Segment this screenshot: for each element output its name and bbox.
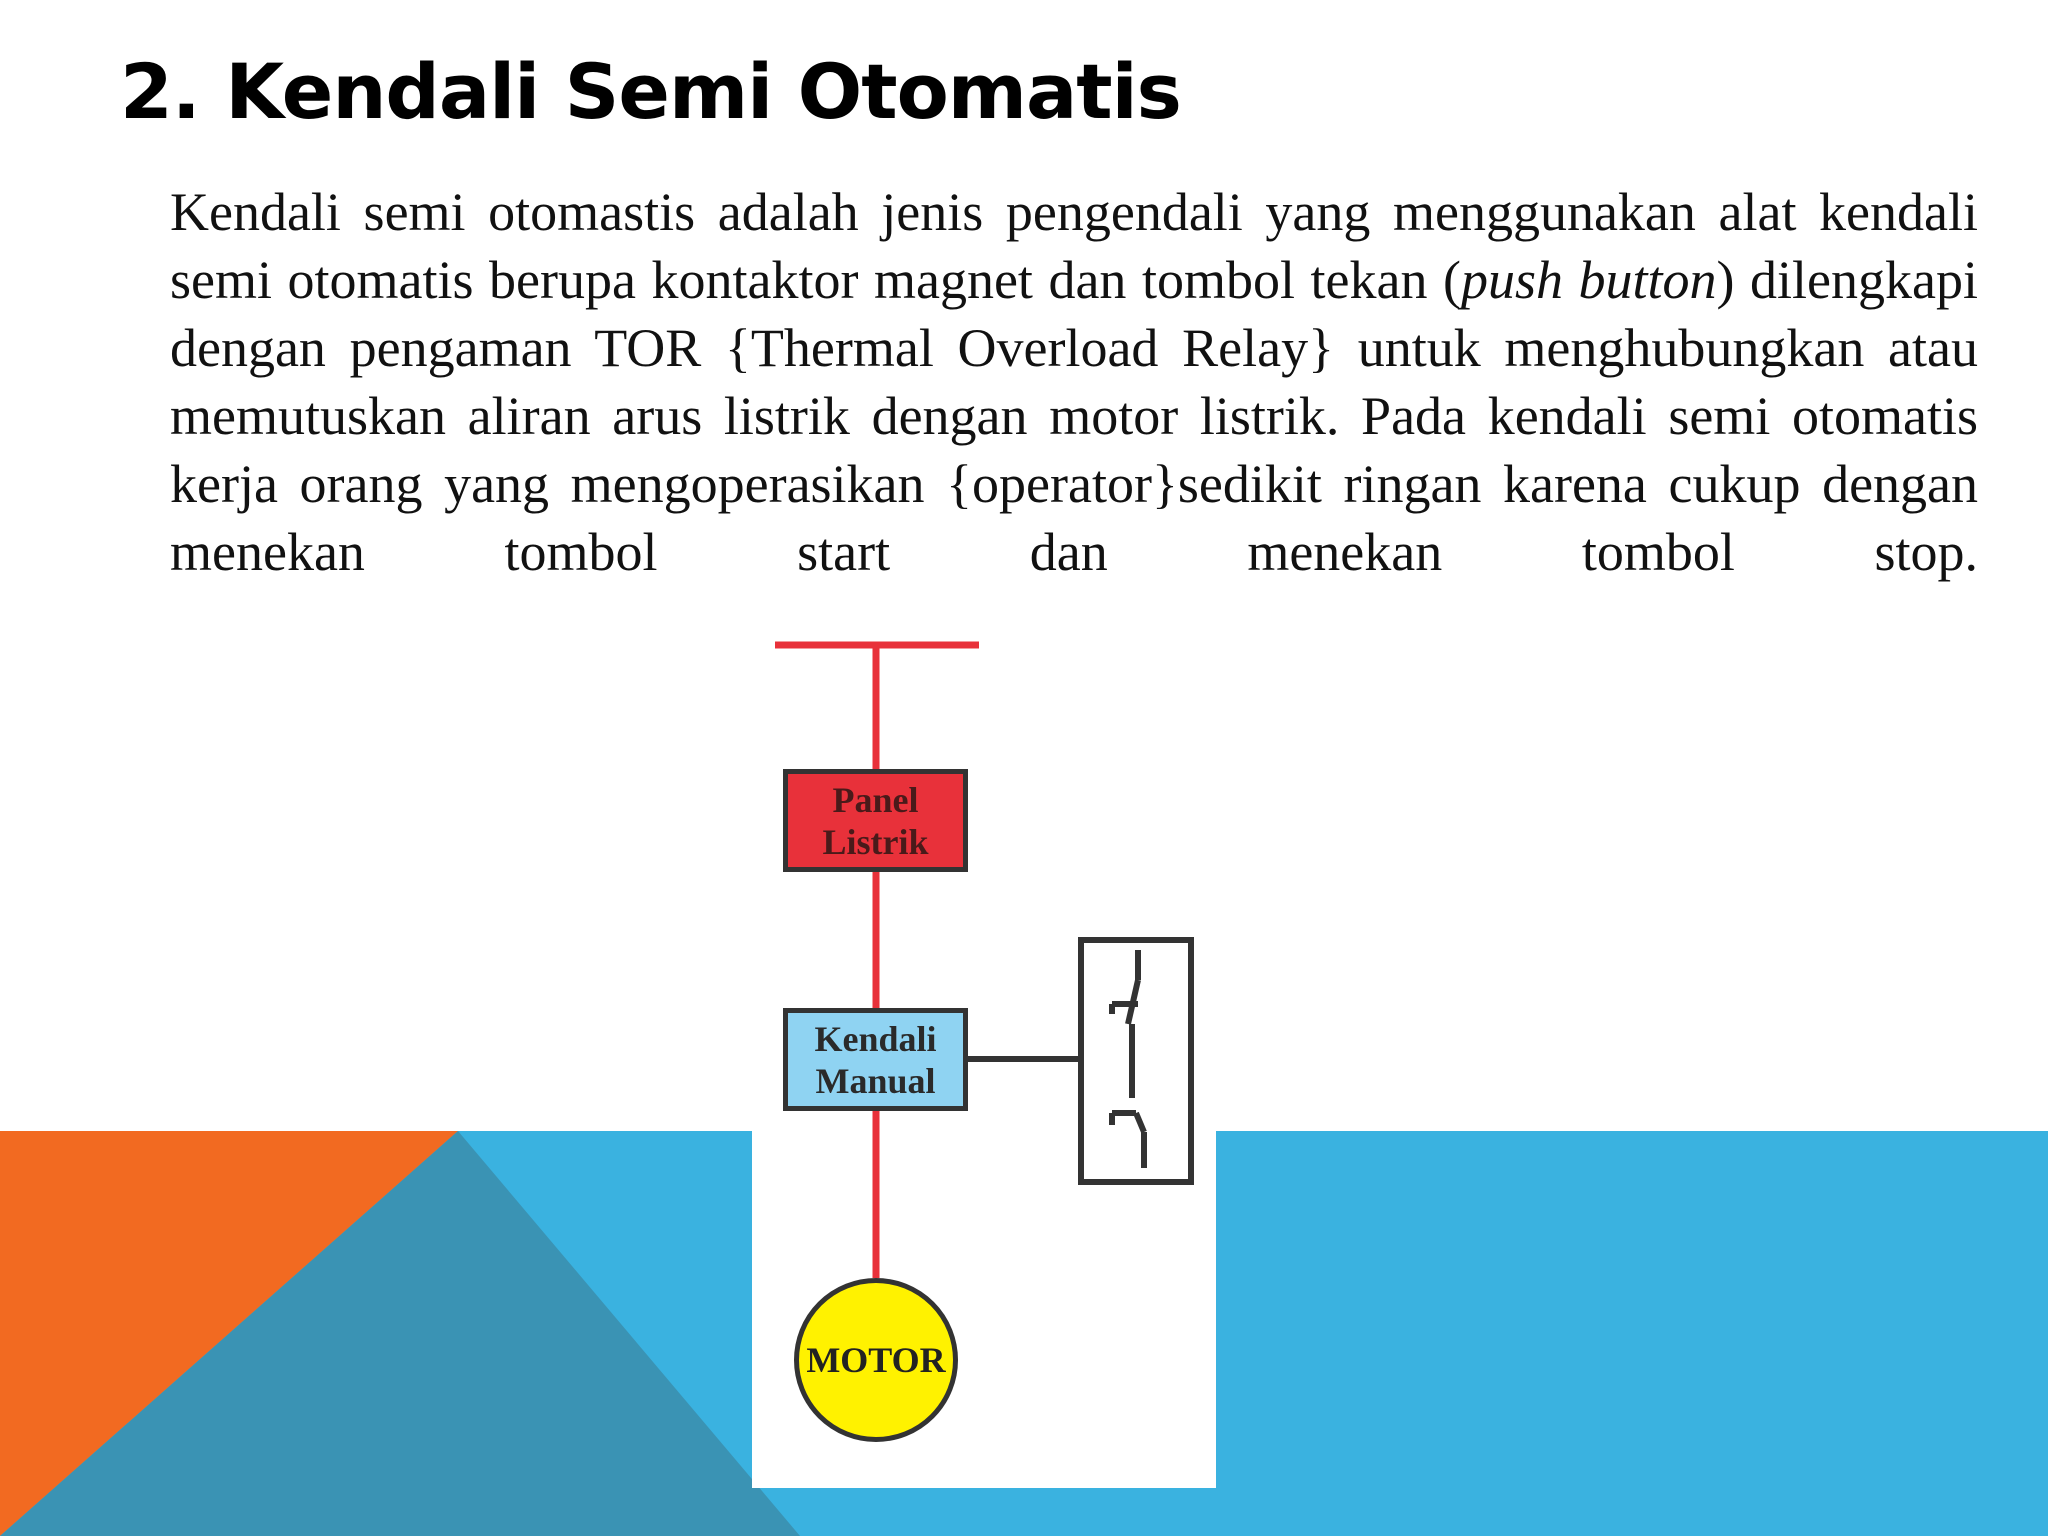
paragraph-part-1: Kendali semi otomastis adalah jenis pengendali yang menggunakan alat kendali semi otomatis berupa kontaktor magnet dan tombol tekan ( <box>170 182 1978 310</box>
kendali-manual-box <box>783 1008 968 1111</box>
slide-title: 2. Kendali Semi Otomatis <box>120 47 1181 136</box>
panel-label-line2: Listrik <box>822 821 929 862</box>
paragraph-part-2: ) dilengkapi dengan pengaman TOR {Thermal Overload Relay} untuk menghubungkan atau memutuskan aliran arus listrik dengan motor listrik. Pada kendali semi otomatis kerja orang yang mengoperasikan {operator}sedikit ringan karena cukup dengan menekan tombol start dan menekan tombol stop. <box>170 250 1978 582</box>
motor-circle <box>794 1278 958 1442</box>
panel-label-line1: Panel <box>832 779 919 820</box>
kendali-label-line1: Kendali <box>814 1018 937 1059</box>
body-paragraph <box>170 178 1978 586</box>
panel-listrik-box <box>783 769 968 872</box>
kendali-label-line2: Manual <box>815 1060 936 1101</box>
paragraph-italic-push-button: push button <box>1460 250 1717 310</box>
motor-label: MOTOR <box>806 1340 946 1380</box>
